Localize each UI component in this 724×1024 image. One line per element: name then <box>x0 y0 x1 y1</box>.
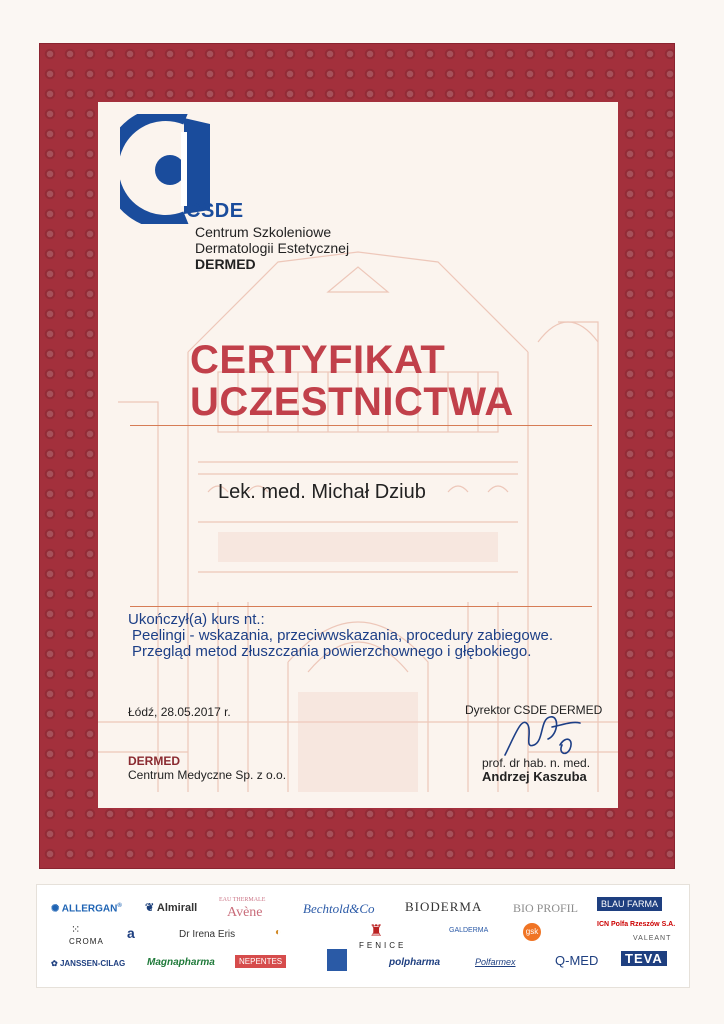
sponsor-avene: Avène <box>227 905 263 920</box>
course-divider <box>130 606 592 607</box>
director-name: Andrzej Kaszuba <box>482 769 587 784</box>
sponsor-bechtold: Bechtold&Co <box>303 901 375 916</box>
sponsor-allergan: ✺ ALLERGAN® <box>51 903 122 915</box>
sponsor-valeant: VALEANT <box>633 935 672 942</box>
sponsor-a-logo-icon: a <box>127 925 135 941</box>
course-line-1: Peelingi - wskazania, przeciwwskazania, procedury zabiegowe. <box>132 627 554 644</box>
sponsor-fenice: FENICE <box>359 941 407 950</box>
recipient-name: Lek. med. Michał Dziub <box>218 481 426 503</box>
certificate-title-line-2: UCZESTNICTWA <box>190 380 514 424</box>
place-date: Łódź, 28.05.2017 r. <box>128 705 231 719</box>
sponsor-avene-top: EAU THERMALE <box>219 897 266 903</box>
certificate-title-line-1: CERTYFIKAT <box>190 338 446 382</box>
logo-line-1: Centrum Szkoleniowe <box>195 224 332 240</box>
sponsor-croma: CROMA <box>69 937 104 946</box>
director-degree: prof. dr hab. n. med. <box>482 756 591 770</box>
sponsor-bioprofil: BIO PROFIL <box>513 901 579 915</box>
sponsor-square-logo-icon <box>327 949 347 971</box>
director-title: Dyrektor CSDE DERMED <box>465 703 603 717</box>
sponsor-qmed: Q-MED <box>555 953 599 968</box>
sponsor-polpharma: polpharma <box>389 957 441 968</box>
almirall-leaf-icon: ❦ <box>145 902 155 914</box>
sponsor-galderma: GALDERMA <box>449 927 489 934</box>
janssen-flower-icon: ✿ <box>51 959 60 968</box>
sponsor-janssen: ✿ JANSSEN-CILAG <box>51 959 126 968</box>
logo-acronym: CSDE <box>186 200 244 222</box>
sponsor-irena-eris: Dr Irena Eris <box>179 929 236 940</box>
sponsor-logos-strip <box>36 884 690 988</box>
organization-name: DERMED <box>128 754 181 768</box>
course-intro: Ukończył(a) kurs nt.: <box>128 611 265 628</box>
sponsor-la-fabre-icon: ◐ <box>275 927 282 938</box>
organization-full-name: Centrum Medyczne Sp. z o.o. <box>128 768 287 782</box>
sponsor-blaufarma: BLAU FARMA <box>597 897 662 911</box>
allergan-star-icon: ✺ <box>51 903 62 915</box>
croma-dots-icon: ⁙ <box>71 924 81 936</box>
logo-line-3: DERMED <box>195 256 256 272</box>
sponsor-magnapharma: Magnapharma <box>147 957 215 968</box>
sponsor-almirall: ❦ Almirall <box>145 902 198 914</box>
sponsor-teva: TEVA <box>621 951 667 966</box>
sponsor-nepentes: NEPENTES <box>235 955 286 968</box>
sponsor-bioderma: BIODERMA <box>405 899 483 914</box>
fenice-emblem-icon: ♜ <box>369 923 384 940</box>
sponsor-gsk: gsk <box>523 923 541 941</box>
course-line-2: Przegląd metod złuszczania powierzchownego i głębokiego. <box>132 643 532 660</box>
sponsor-icn-polfa: ICN Polfa Rzeszów S.A. <box>597 921 676 928</box>
sponsor-polfarmex: Polfarmex <box>475 957 516 967</box>
logo-line-2: Dermatologii Estetycznej <box>195 240 350 256</box>
title-divider <box>130 425 592 426</box>
